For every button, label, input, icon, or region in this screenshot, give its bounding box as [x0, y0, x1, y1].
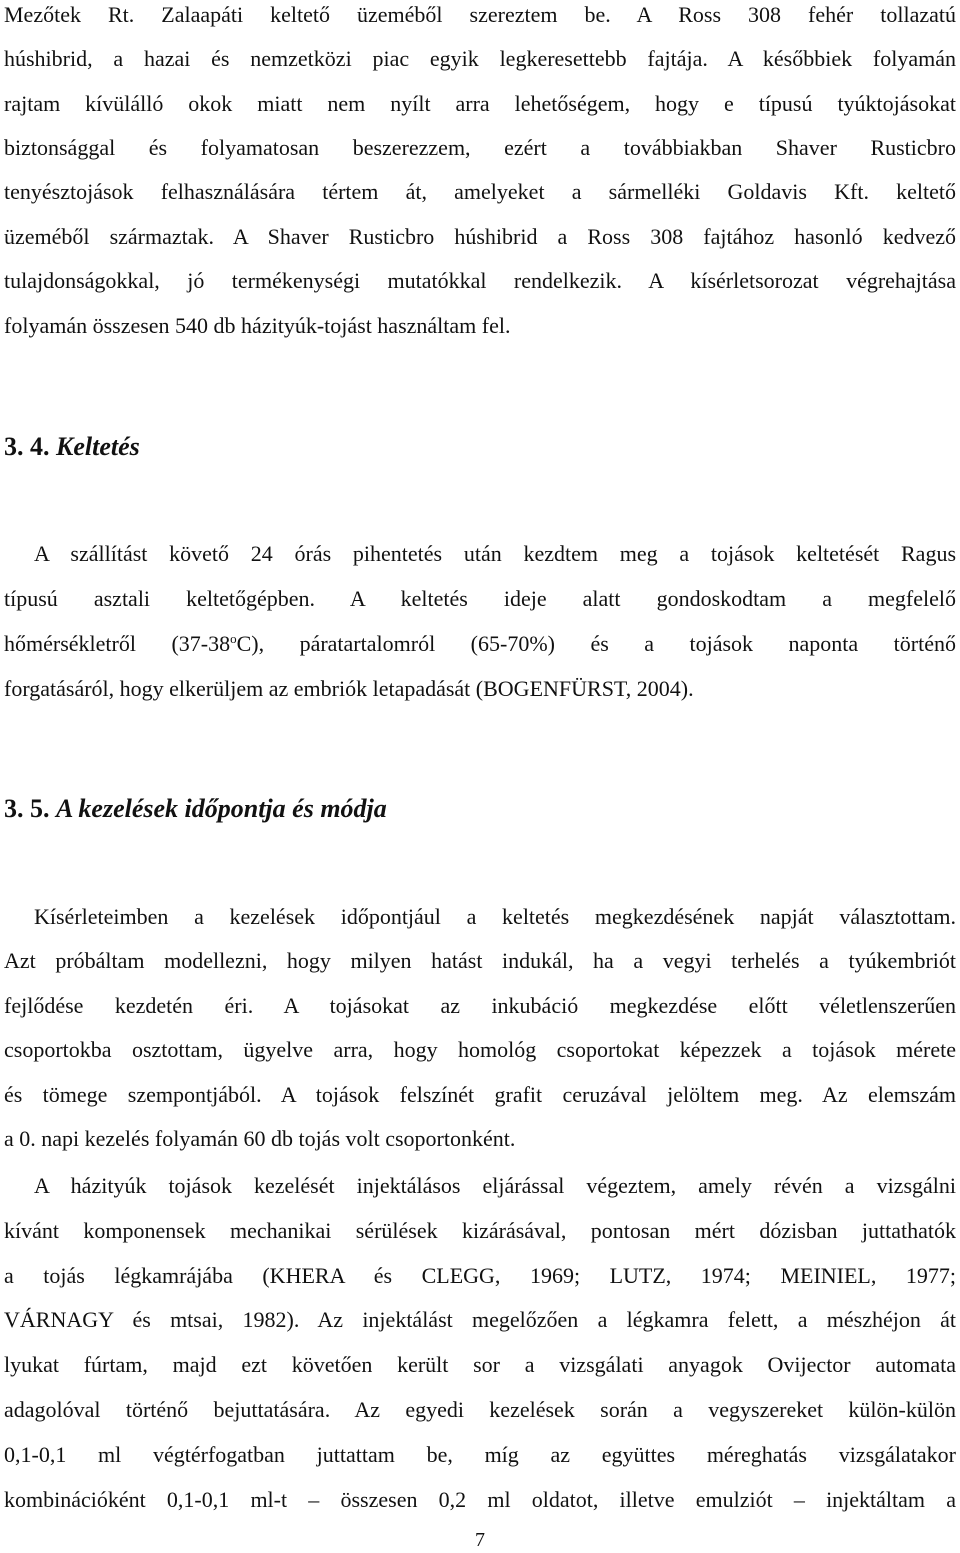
paragraph-line: üzeméből származtak. A Shaver Rusticbro húshibrid a Ross 308 fajtához hasonló kedvező	[4, 224, 956, 249]
section-heading	[4, 792, 387, 826]
paragraph-line: Azt próbáltam modellezni, hogy milyen hatást indukál, ha a vegyi terhelés a tyúkembriót	[4, 948, 956, 973]
paragraph-line: és tömege szempontjából. A tojások felszínét grafit ceruzával jelöltem meg. Az elemszám	[4, 1082, 956, 1107]
paragraph-line: folyamán összesen 540 db házityúk-tojást használtam fel.	[4, 313, 511, 338]
paragraph-line: lyukat fúrtam, majd ezt követően került sor a vizsgálati anyagok Ovijector automata	[4, 1352, 956, 1377]
paragraph-line: fejlődése kezdetén éri. A tojásokat az inkubáció megkezdése előtt véletlenszerűen	[4, 993, 956, 1018]
paragraph-line: a 0. napi kezelés folyamán 60 db tojás volt csoportonként.	[4, 1126, 516, 1151]
paragraph-line: tenyésztojások felhasználására tértem át, amelyeket a sármelléki Goldavis Kft. keltető	[4, 179, 956, 204]
paragraph-line: tulajdonságokkal, jó termékenységi mutatókkal rendelkezik. A kísérletsorozat végrehajtása	[4, 268, 956, 293]
paragraph-line: rajtam kívülálló okok miatt nem nyílt arra lehetőségem, hogy e típusú tyúktojásokat	[4, 91, 956, 116]
paragraph-line: biztonsággal és folyamatosan beszerezzem, ezért a továbbiakban Shaver Rusticbro	[4, 135, 956, 160]
paragraph-line: A házityúk tojások kezelését injektálásos eljárással végeztem, amely révén a vizsgálni	[34, 1173, 956, 1198]
paragraph-line: Mezőtek Rt. Zalaapáti keltető üzeméből szereztem be. A Ross 308 fehér tollazatú	[4, 2, 956, 27]
section-number: 3. 5.	[4, 794, 50, 823]
paragraph-line: Kísérleteimben a kezelések időpontjául a keltetés megkezdésének napját választottam.	[34, 904, 956, 929]
paragraph-line	[4, 629, 956, 659]
paragraph-line: A szállítást követő 24 órás pihentetés után kezdtem meg a tojások keltetését Ragus	[34, 541, 956, 566]
paragraph-line: VÁRNAGY és mtsai, 1982). Az injektálást megelőzően a légkamra felett, a mészhéjon át	[4, 1307, 956, 1332]
paragraph-line: csoportokba osztottam, ügyelve arra, hogy homológ csoportokat képezzek a tojások mérete	[4, 1037, 956, 1062]
paragraph-line: adagolóval történő bejuttatására. Az egyedi kezelések során a vegyszereket külön-külön	[4, 1397, 956, 1422]
temperature-text: hőmérsékletről (37-38	[4, 631, 231, 656]
paragraph-line: a tojás légkamrájába (KHERA és CLEGG, 1969; LUTZ, 1974; MEINIEL, 1977;	[4, 1263, 956, 1288]
paragraph-line: 0,1-0,1 ml végtérfogatban juttattam be, míg az együttes méreghatás vizsgálatakor	[4, 1442, 956, 1467]
paragraph-line: kombinációként 0,1-0,1 ml-t – összesen 0,2 ml oldatot, illetve emulziót – injektáltam a	[4, 1487, 956, 1512]
section-number: 3. 4.	[4, 432, 50, 461]
degree-superscript: o	[230, 631, 237, 646]
paragraph-line: kívánt komponensek mechanikai sérülések kizárásával, pontosan mért dózisban juttathatók	[4, 1218, 956, 1243]
paragraph-line: forgatásáról, hogy elkerüljem az embriók letapadását (BOGENFÜRST, 2004).	[4, 676, 694, 701]
paragraph-text: C), páratartalomról (65-70%) és a tojások naponta történő	[236, 631, 956, 656]
paragraph-line: típusú asztali keltetőgépben. A keltetés ideje alatt gondoskodtam a megfelelő	[4, 586, 956, 611]
paragraph-line: húshibrid, a hazai és nemzetközi piac egyik legkeresettebb fajtája. A későbbiek folyamán	[4, 46, 956, 71]
page-number: 7	[475, 1529, 485, 1551]
section-heading	[4, 430, 140, 464]
section-title: Keltetés	[56, 432, 140, 461]
section-title: A kezelések időpontja és módja	[56, 794, 387, 823]
